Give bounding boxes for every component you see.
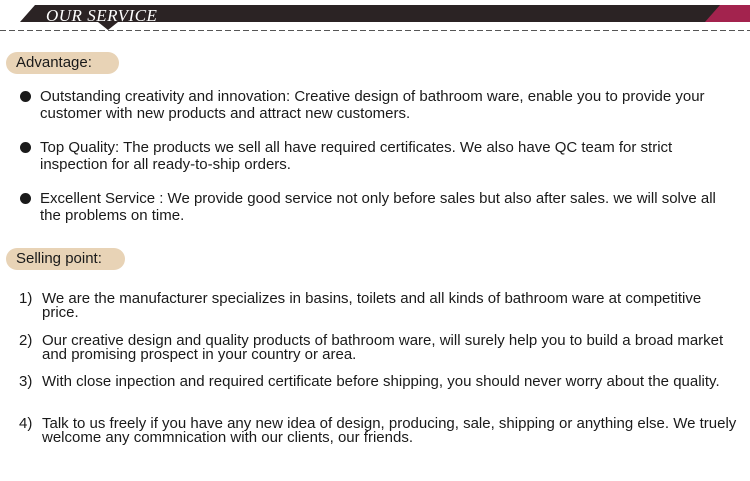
bullet-dot-icon: [20, 142, 31, 153]
advantage-item-2: [20, 139, 740, 173]
advantage-item-1: [20, 88, 740, 122]
selling-item-text: We are the manufacturer specializes in basins, toilets and all kinds of bathroom ware at competitive price.: [42, 290, 702, 321]
selling-item-text: Our creative design and quality products of bathroom ware, will surely help you to build a broad market and promising prospect in your country or area.: [42, 332, 724, 363]
selling-item-text: Talk to us freely if you have any new idea of design, producing, sale, shipping or anything else. We truely welcome any commnication with our clients, our friends.: [42, 415, 737, 446]
advantage-item-text: Outstanding creativity and innovation: Creative design of bathroom ware, enable you to provide your customer with new products and attract new customers.: [40, 88, 705, 122]
selling-item-number: 1): [19, 290, 33, 307]
selling-item-number: 2): [19, 332, 33, 349]
advantage-item-3: [20, 190, 740, 224]
bullet-dot-icon: [20, 91, 31, 102]
advantage-item-text: Excellent Service : We provide good service not only before sales but also after sales. we will solve all the problems on time.: [40, 190, 716, 224]
selling-item-1: [19, 292, 739, 320]
selling-point-heading: Selling point:: [6, 248, 125, 270]
advantage-item-text: Top Quality: The products we sell all have required certificates. We also have QC team for strict inspection for all ready-to-ship orders.: [40, 139, 673, 173]
selling-item-3: [19, 375, 739, 389]
selling-item-number: 3): [19, 373, 33, 390]
bullet-dot-icon: [20, 193, 31, 204]
advantage-heading: Advantage:: [6, 52, 119, 74]
selling-item-number: 4): [19, 415, 33, 432]
selling-item-4: [19, 417, 739, 445]
selling-item-2: [19, 334, 739, 362]
banner-title: OUR SERVICE: [46, 6, 158, 25]
selling-item-text: With close inpection and required certificate before shipping, you should never worry about the quality.: [42, 373, 720, 390]
